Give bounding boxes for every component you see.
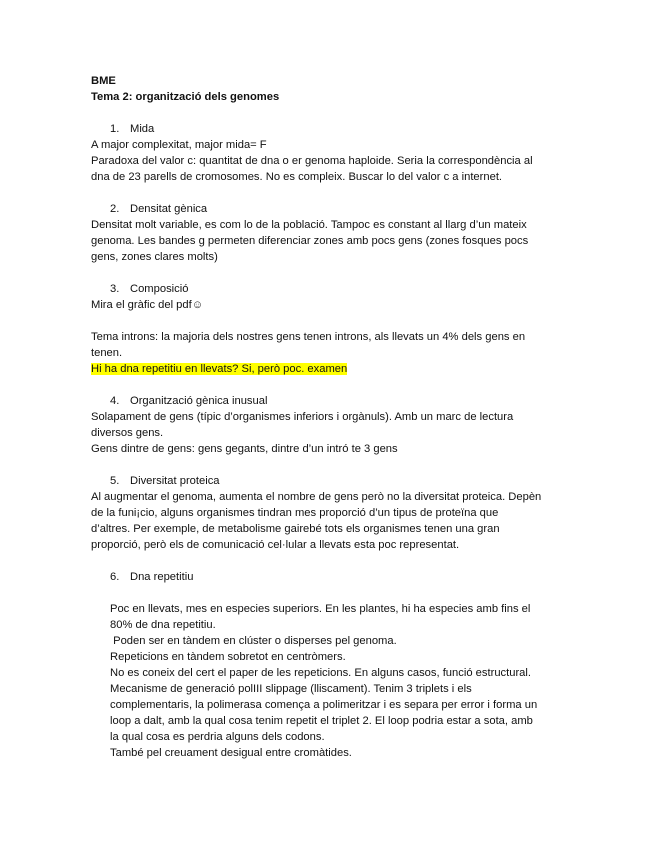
paragraph-line: Mecanisme de generació polIII slippage (lliscament). Tenim 3 triplets i els bbox=[110, 683, 472, 695]
topic-title: Tema 2: organització dels genomes bbox=[91, 91, 280, 103]
paragraph-line: Al augmentar el genoma, aumenta el nombre de gens però no la diversitat proteica. Depèn bbox=[91, 491, 542, 503]
paragraph-line: proporció, però els de comunicació cel·lular a llevats esta poc representat. bbox=[91, 539, 460, 551]
paragraph-line: Poden ser en tàndem en clúster o disperses pel genoma. bbox=[110, 635, 397, 647]
paragraph-line: Tema introns: la majoria dels nostres gens tenen introns, als llevats un 4% dels gens en bbox=[91, 331, 526, 343]
paragraph-line: la qual cosa es perdria alguns dels codons. bbox=[110, 731, 325, 743]
paragraph-line: de la funi¡cio, alguns organismes tindran mes proporció d’un tipus de proteïna que bbox=[91, 507, 499, 519]
section-heading-1: 1. Mida bbox=[110, 123, 155, 135]
course-title: BME bbox=[91, 75, 116, 87]
paragraph-line: gens, zones clares molts) bbox=[91, 251, 218, 263]
paragraph-line: Solapament de gens (típic d’organismes inferiors i orgànuls). Amb un marc de lectura bbox=[91, 411, 514, 423]
paragraph-line: Gens dintre de gens: gens gegants, dintre d’un intró te 3 gens bbox=[91, 443, 398, 455]
highlighted-note: Hi ha dna repetitiu en llevats? Si, però poc. examen bbox=[91, 363, 348, 375]
section-heading-4: 4. Organització gènica inusual bbox=[110, 395, 268, 407]
section-heading-2: 2. Densitat gènica bbox=[110, 203, 208, 215]
section-heading-6: 6. Dna repetitiu bbox=[110, 571, 194, 583]
document-page bbox=[91, 73, 561, 761]
paragraph-line: d’altres. Per exemple, de metabolisme gairebé tots els organismes tenen una gran bbox=[91, 523, 500, 535]
section-heading-3: 3. Composició bbox=[110, 283, 189, 295]
paragraph-line: No es coneix del cert el paper de les repeticions. En alguns casos, funció estructural. bbox=[110, 667, 532, 679]
paragraph-line: Densitat molt variable, es com lo de la població. Tampoc es constant al llarg d’un mateix bbox=[91, 219, 527, 231]
paragraph-line: loop a dalt, amb la qual cosa tenim repetit el triplet 2. El loop podria estar a sota, amb bbox=[110, 715, 533, 727]
paragraph-line: Paradoxa del valor c: quantitat de dna o er genoma haploide. Seria la correspondència al bbox=[91, 155, 533, 167]
paragraph-line: Repeticions en tàndem sobretot en centròmers. bbox=[110, 651, 346, 663]
paragraph-line: diversos gens. bbox=[91, 427, 164, 439]
paragraph-line: complementaris, la polimerasa comença a polimeritzar i es separa per error i forma un bbox=[110, 699, 538, 711]
section-heading-5: 5. Diversitat proteica bbox=[110, 475, 220, 487]
paragraph-line: A major complexitat, major mida= F bbox=[91, 139, 267, 151]
paragraph-line: tenen. bbox=[91, 347, 123, 359]
paragraph-line: Poc en llevats, mes en especies superiors. En les plantes, hi ha especies amb fins el bbox=[110, 603, 531, 615]
paragraph-line: També pel creuament desigual entre cromàtides. bbox=[110, 747, 352, 759]
paragraph-line: dna de 23 parells de cromosomes. No es compleix. Buscar lo del valor c a internet. bbox=[91, 171, 503, 183]
paragraph-line: Mira el gràfic del pdf☺ bbox=[91, 299, 204, 311]
paragraph-line: 80% de dna repetitiu. bbox=[110, 619, 216, 631]
paragraph-line: genoma. Les bandes g permeten diferenciar zones amb pocs gens (zones fosques pocs bbox=[91, 235, 529, 247]
